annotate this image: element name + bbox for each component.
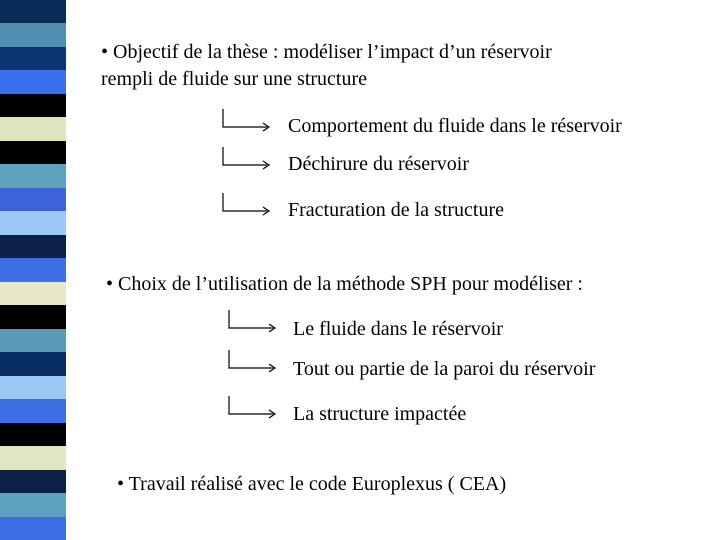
arrow-icon (222, 192, 272, 222)
stripe-block (0, 211, 66, 234)
stripe-block (0, 235, 66, 258)
stripe-block (0, 94, 66, 117)
sub-item-tank-tearing: Déchirure du réservoir (288, 153, 470, 175)
bullet-europlexus: • Travail réalisé avec le code Europlexus ( CEA) (117, 473, 507, 495)
sub-item-structure-fracture: Fracturation de la structure (288, 199, 505, 221)
arrow-icon (228, 395, 278, 425)
stripe-block (0, 517, 66, 540)
bullet-sph-choice: • Choix de l’utilisation de la méthode SPH pour modéliser : (106, 273, 583, 295)
arrow-icon (222, 146, 272, 176)
bullet-objective-line1: • Objectif de la thèse : modéliser l’impact d’un réservoir (101, 41, 552, 63)
sub-item-fluid-in-tank: Le fluide dans le réservoir (293, 318, 503, 340)
stripe-block (0, 47, 66, 70)
stripe-block (0, 493, 66, 516)
arrow-icon (228, 349, 278, 379)
stripe-block (0, 70, 66, 93)
sub-item-tank-wall: Tout ou partie de la paroi du réservoir (293, 358, 596, 380)
stripe-block (0, 376, 66, 399)
arrow-icon (228, 309, 278, 339)
bullet-objective-line2: rempli de fluide sur une structure (101, 68, 368, 90)
arrow-icon (222, 108, 272, 138)
stripe-block (0, 282, 66, 305)
stripe-block (0, 141, 66, 164)
stripe-block (0, 164, 66, 187)
stripe-block (0, 258, 66, 281)
stripe-block (0, 352, 66, 375)
stripe-block (0, 0, 66, 23)
stripe-block (0, 423, 66, 446)
sub-item-impacted-structure: La structure impactée (293, 403, 467, 425)
stripe-block (0, 399, 66, 422)
stripe-block (0, 470, 66, 493)
decorative-stripe (0, 0, 66, 540)
stripe-block (0, 188, 66, 211)
stripe-block (0, 305, 66, 328)
stripe-block (0, 23, 66, 46)
stripe-block (0, 329, 66, 352)
sub-item-fluid-behaviour: Comportement du fluide dans le réservoir (288, 115, 622, 137)
stripe-block (0, 446, 66, 469)
stripe-block (0, 117, 66, 140)
